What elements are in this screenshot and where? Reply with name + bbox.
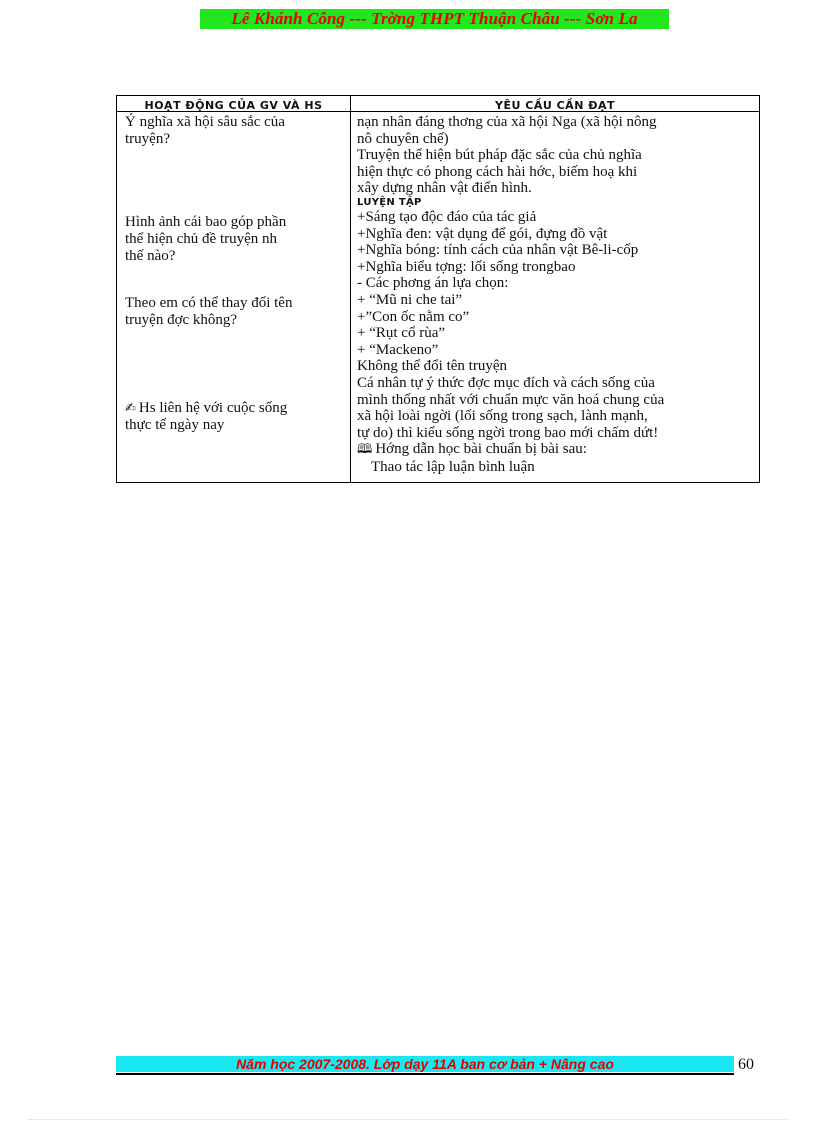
page-footer: Năm học 2007-2008. Lớp dạy 11A ban cơ bản + Nâng cao [236, 1056, 614, 1072]
pen-icon: ✍ [125, 401, 136, 416]
question-social-meaning: Ý nghĩa xã hội sâu sắc của truyện? [125, 114, 285, 147]
requirements-column: nạn nhân đáng thơng của xã hội Nga (xã hội nông nô chuyên chế) Truyện thể hiện bút pháp đặc sắc của chủ nghĩa hiện thực có phong cách hài hớc, biếm hoạ khi xây dựng nhân vật điển hình. LUYỆN TẬP +Sáng tạo độc đáo của tác giả +Nghĩa đen: vật dụng để gói, đựng đồ vật +Nghĩa bóng: tính cách của nhân vật Bê-li-cốp +Nghĩa biểu tợng: lối sống trongbao - Các phơng án lựa chọn: + “Mũ ni che tai” +”Con ốc nằm co” + “Rụt cổ rùa” + “Mackeno” Không thể đổi tên truyện Cá nhân tự ý thức đợc mục đích và cách sống của mình thống nhất với chuẩn mực văn hoá chung của xã hội loài ngời (lối sống trong sạch, lành mạnh, tự do) thì kiểu sống ngời trong bao mới chấm dứt! 🕮 Hớng dẫn học bài chuẩn bị bài sau: Thao tác lập luận bình luận [357, 114, 757, 475]
question-real-life: ✍ Hs liên hệ với cuộc sống thực tế ngày nay [125, 400, 288, 433]
page-header: Lê Khánh Công --- Trờng THPT Thuận Châu --- Sơn La [231, 9, 638, 28]
header-activities: HOẠT ĐỘNG CỦA GV VÀ HS [144, 99, 323, 111]
header-requirements: YÊU CẦU CẦN ĐẠT [495, 99, 615, 111]
column-divider [350, 96, 351, 482]
question-rename-story: Theo em có thể thay đổi tên truyện đợc không? [125, 295, 293, 328]
question-bag-image: Hình ảnh cái bao góp phần thể hiện chủ đề truyện nh thế nào? [125, 214, 287, 264]
table-header-row [117, 96, 759, 112]
page-edge-divider [28, 1119, 788, 1120]
next-lesson: Thao tác lập luận bình luận [371, 458, 535, 475]
footer-rule [116, 1073, 734, 1075]
page-number: 60 [738, 1056, 754, 1073]
study-guide: 🕮 Hớng dẫn học bài chuẩn bị bài sau: [357, 441, 587, 458]
book-icon: 🕮 [357, 442, 373, 458]
lesson-table [116, 95, 760, 483]
practice-heading: LUYỆN TẬP [357, 196, 422, 208]
